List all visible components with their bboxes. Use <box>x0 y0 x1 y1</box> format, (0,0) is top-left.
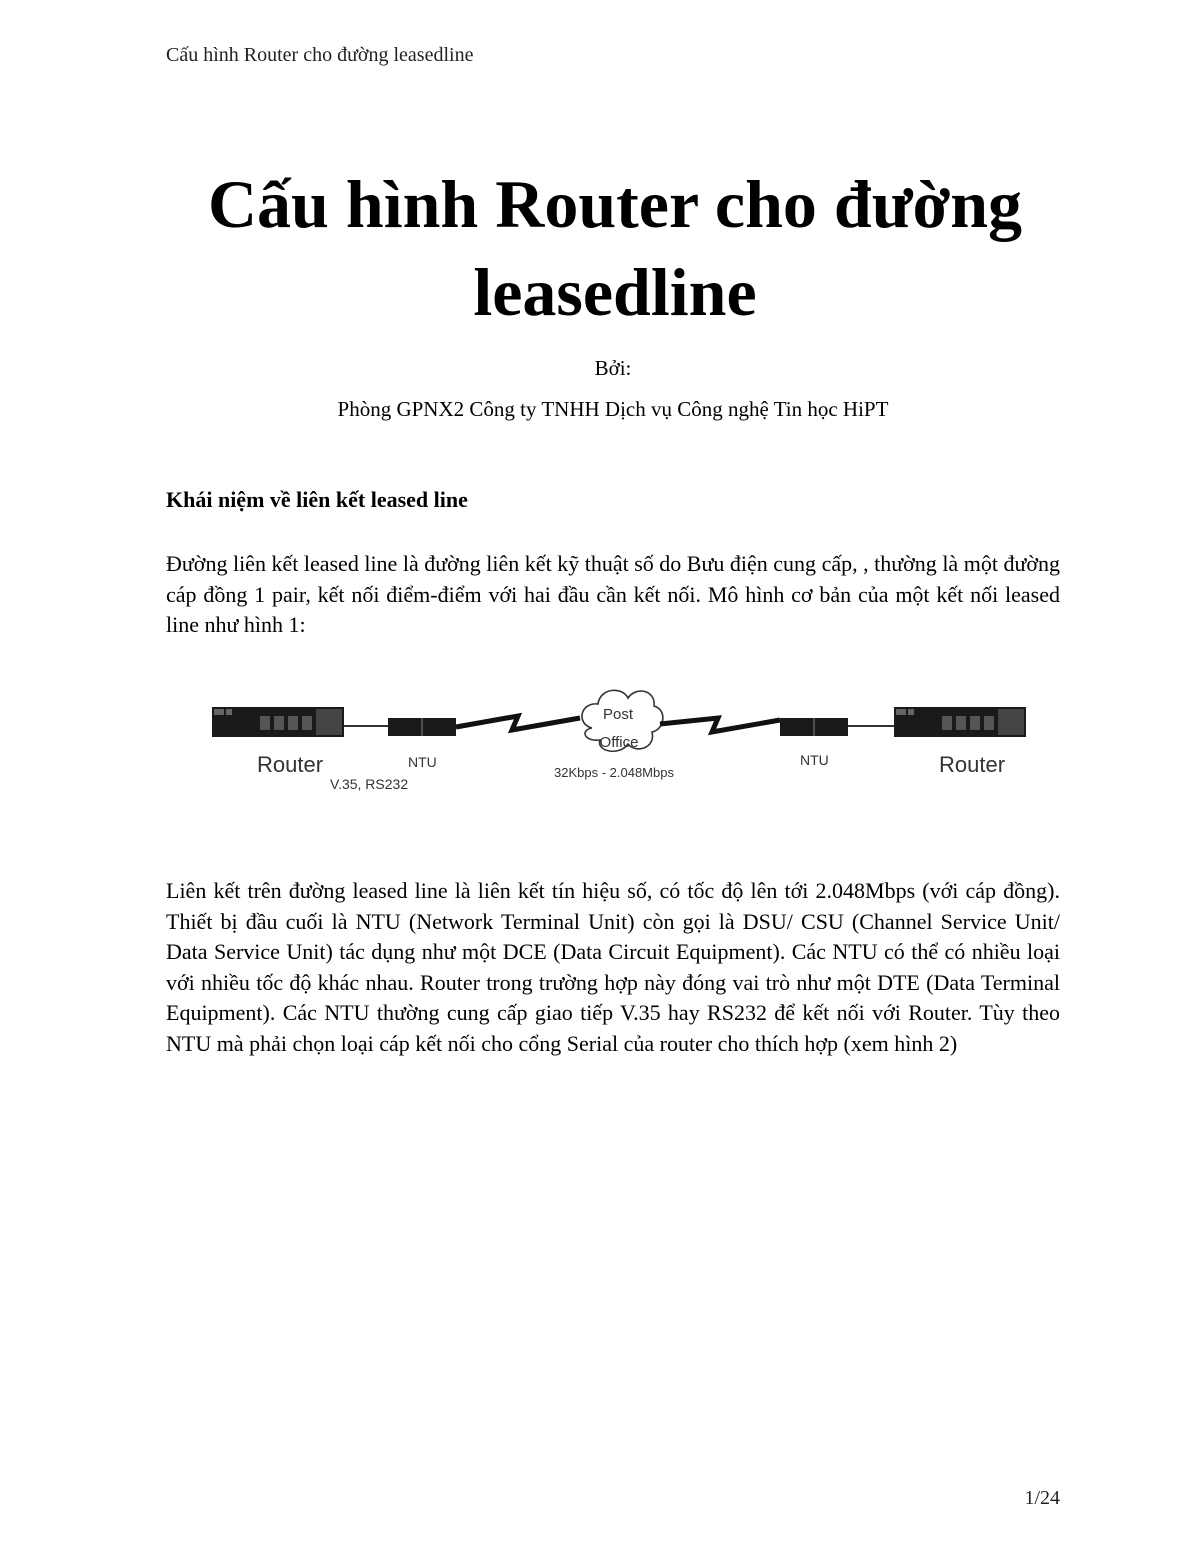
interface-label: V.35, RS232 <box>330 776 409 792</box>
right-ntu-label: NTU <box>800 752 829 768</box>
leased-line-diagram <box>200 680 1040 800</box>
section-heading: Khái niệm về liên kết leased line <box>166 487 468 512</box>
left-router-label: Router <box>257 752 324 777</box>
link-zigzag-right <box>660 718 780 732</box>
right-router-icon <box>894 707 1026 737</box>
left-ntu-label: NTU <box>408 754 437 770</box>
paragraph-intro: Đường liên kết leased line là đường liên kết kỹ thuật số do Bưu điện cung cấp, , thường là một đường cáp đồng 1 pair, kết nối điểm-điểm với hai đầu cần kết nối. Mô hình cơ bản của một kết nối leased line như hình 1: <box>166 551 1060 637</box>
by-label: Bởi: <box>594 356 632 380</box>
left-ntu-icon <box>388 718 456 736</box>
right-ntu-icon <box>780 718 848 736</box>
link-zigzag-left <box>456 716 580 730</box>
author-affiliation: Phòng GPNX2 Công ty TNHH Dịch vụ Công nghệ Tin học HiPT <box>337 397 889 421</box>
left-router-icon <box>212 707 344 737</box>
speed-label: 32Kbps - 2.048Mbps <box>554 765 674 780</box>
paragraph-details: Liên kết trên đường leased line là liên kết tín hiệu số, có tốc độ lên tới 2.048Mbps (với cáp đồng). Thiết bị đầu cuối là NTU (Network Terminal Unit) còn gọi là DSU/ CSU (Channel Service Unit/ Data Service Unit) tác dụng như một DCE (Data Circuit Equipment). Các NTU có thể có nhiều loại với nhiều tốc độ khác nhau. Router trong trường hợp này đóng vai trò như một DTE (Data Terminal Equipment). Các NTU thường cung cấp giao tiếp V.35 hay RS232 để kết nối với Router. Tùy theo NTU mà phải chọn loại cáp kết nối cho cổng Serial của router cho thích hợp (xem hình 2) <box>166 878 1060 1056</box>
running-header: Cấu hình Router cho đường leasedline <box>166 44 474 66</box>
right-router-label: Router <box>939 752 1006 777</box>
page-number: 1/24 <box>1024 1487 1060 1509</box>
document-title: Cấu hình Router cho đường leasedline <box>207 166 1023 330</box>
cloud-label-post: Post <box>602 706 634 723</box>
cloud-label-office: Office <box>599 734 639 751</box>
